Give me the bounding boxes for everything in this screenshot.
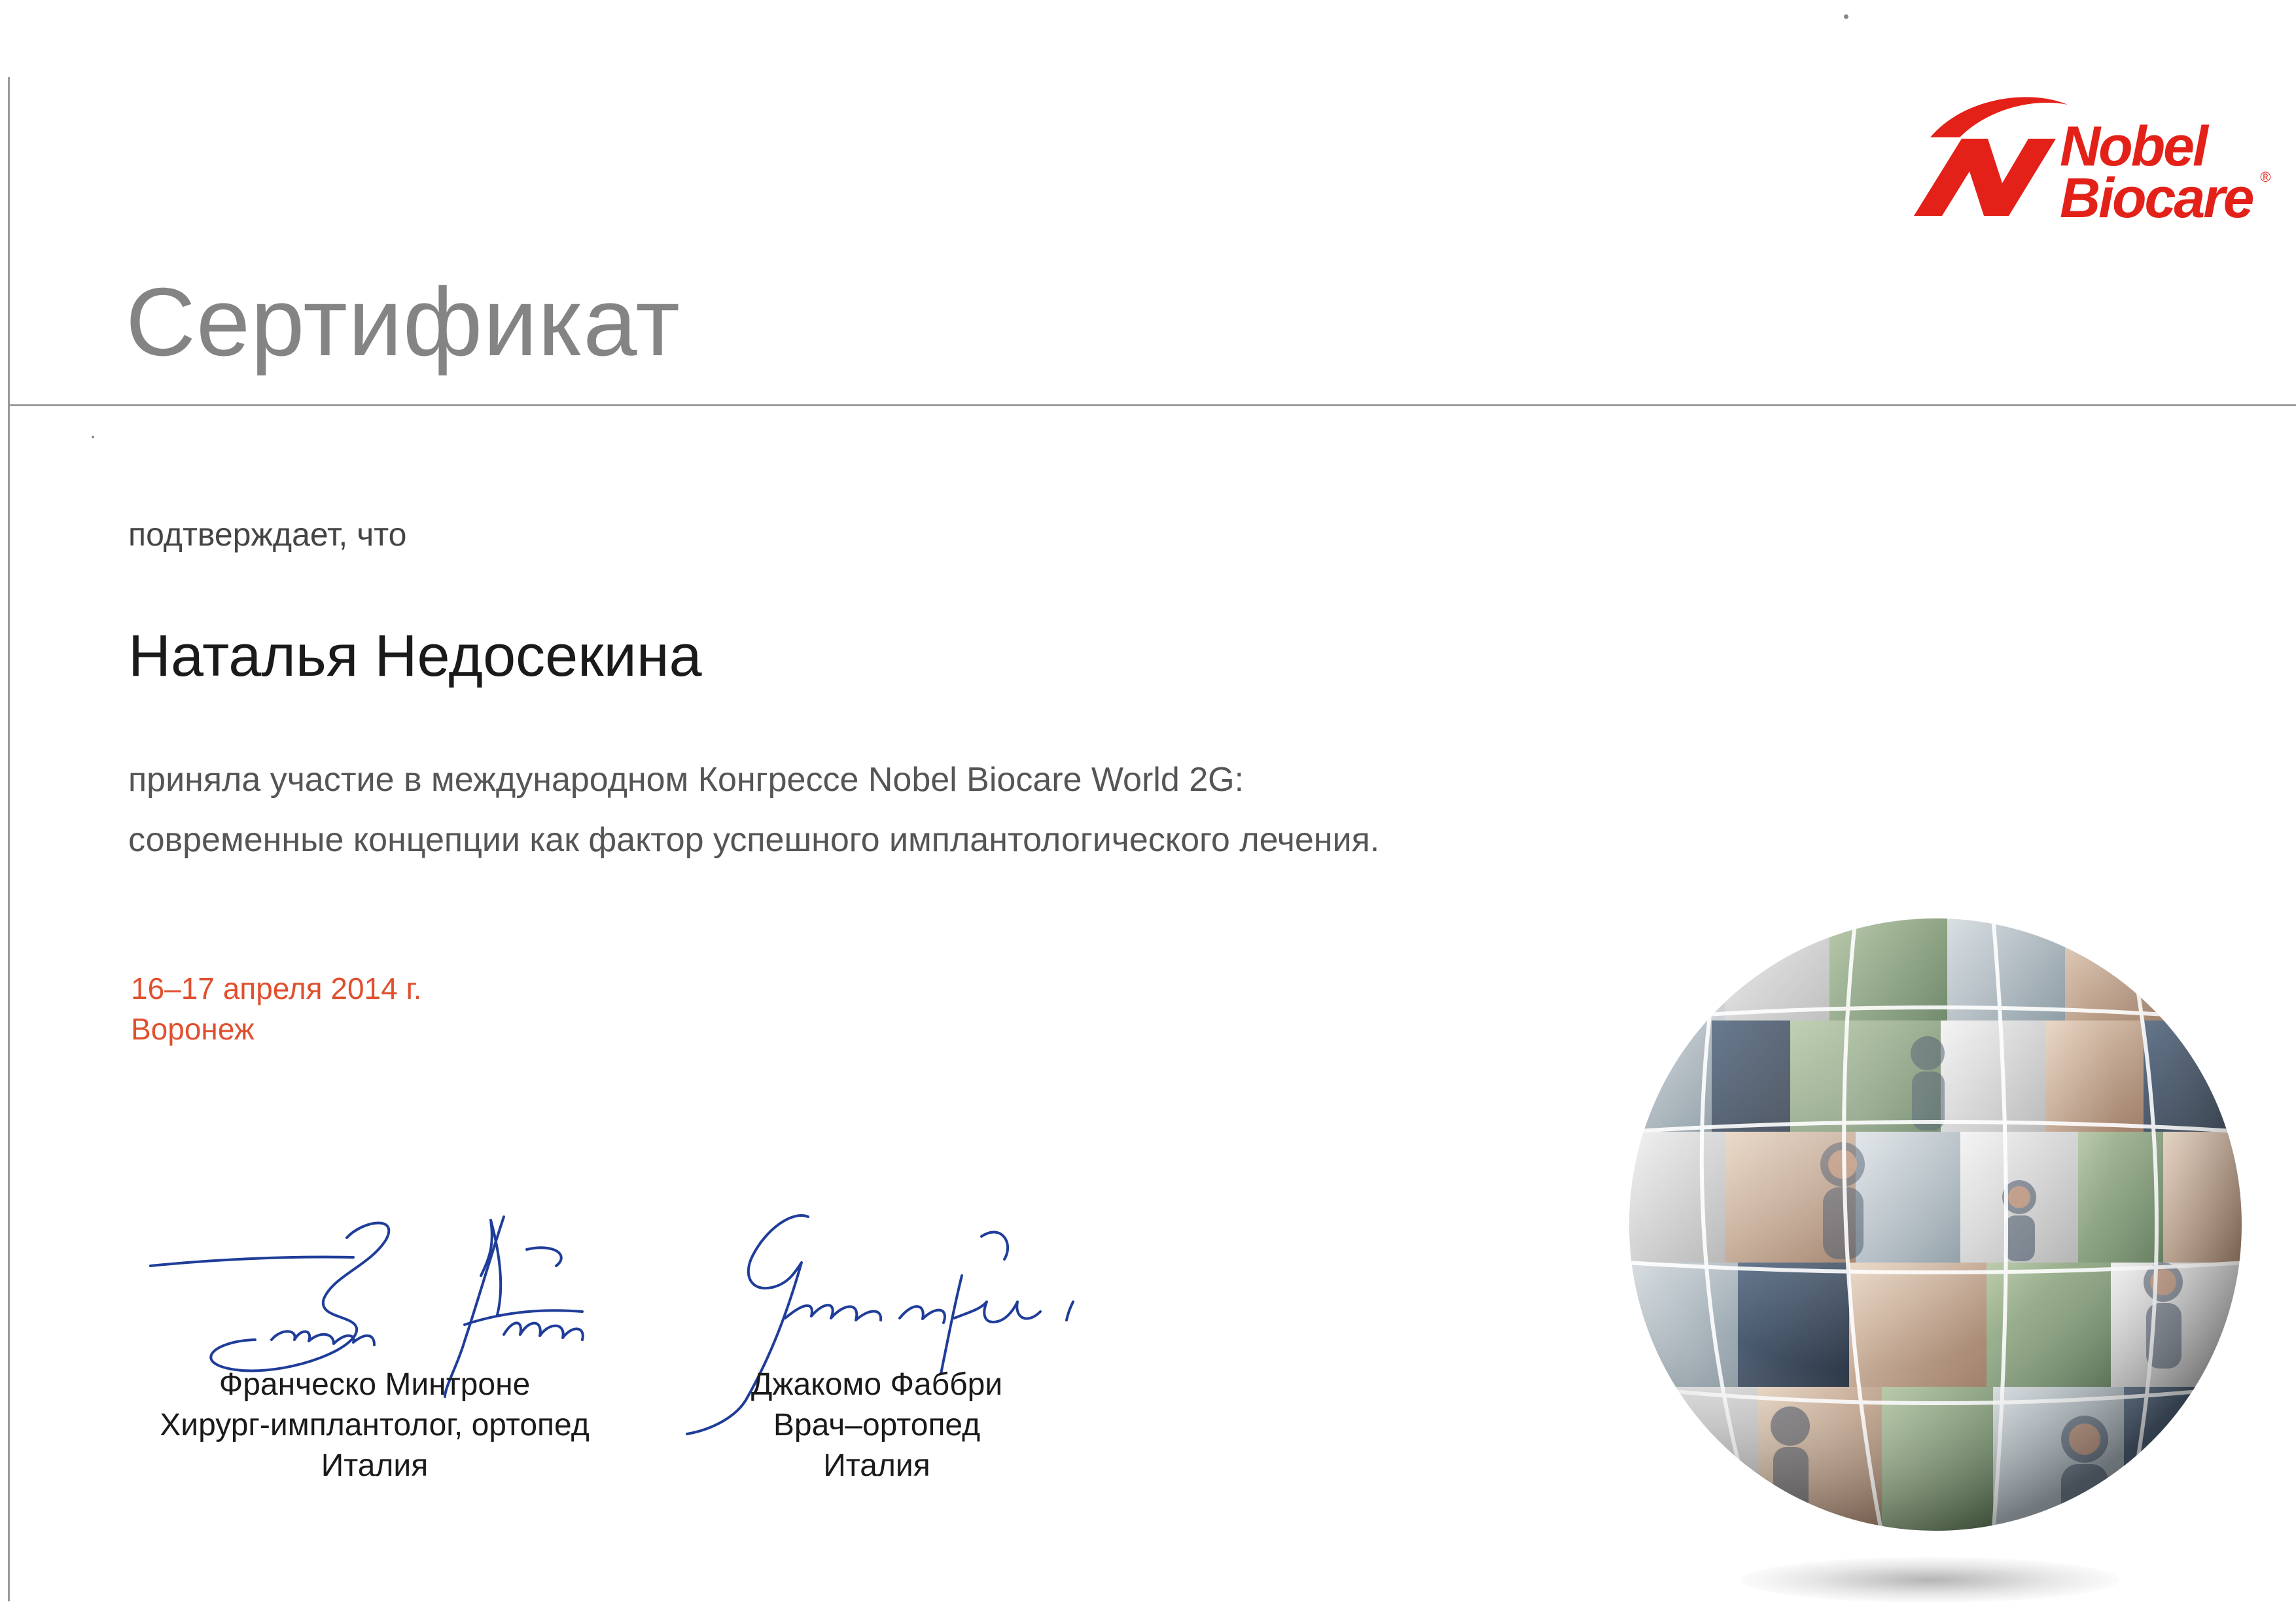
confirms-text: подтверждает, что [128,516,407,553]
globe-shadow [1740,1557,2120,1603]
certificate-title: Сертификат [126,268,680,376]
event-city: Воронеж [131,1012,255,1046]
logo-line-nobel: Nobel [2060,115,2206,178]
signatory-role: Хирург-имплантолог, ортопед [160,1408,590,1442]
event-date: 16–17 апреля 2014 г. [131,971,422,1005]
participation-text [128,750,1379,870]
nobel-biocare-logo [1904,92,2271,230]
registered-mark: ® [2260,168,2271,185]
scan-speck [92,436,94,438]
photo-mosaic-globe [1627,916,2245,1534]
page-edge [8,77,10,1601]
participation-line: приняла участие в международном Конгрессе Nobel Biocare World 2G: [128,761,1245,799]
signatory-country: Италия [823,1448,930,1483]
logo-line-biocare: Biocare [2060,167,2253,230]
stylized-n-logo-icon [1904,92,2074,229]
scan-speck [1844,14,1848,19]
signatory-country: Италия [321,1448,429,1483]
signatory-block [115,1365,635,1486]
logo-wordmark [2060,115,2271,230]
signatory-role: Врач–ортопед [773,1408,981,1442]
participation-line: современные концепции как фактор успешного имплантологического лечения. [128,821,1380,859]
recipient-name: Наталья Недосекина [128,623,702,689]
signatory-name: Франческо Минтроне [219,1367,531,1402]
title-divider [8,404,2296,406]
signatory-block [694,1365,1060,1486]
signatory-name: Джакомо Фаббри [751,1367,1003,1402]
